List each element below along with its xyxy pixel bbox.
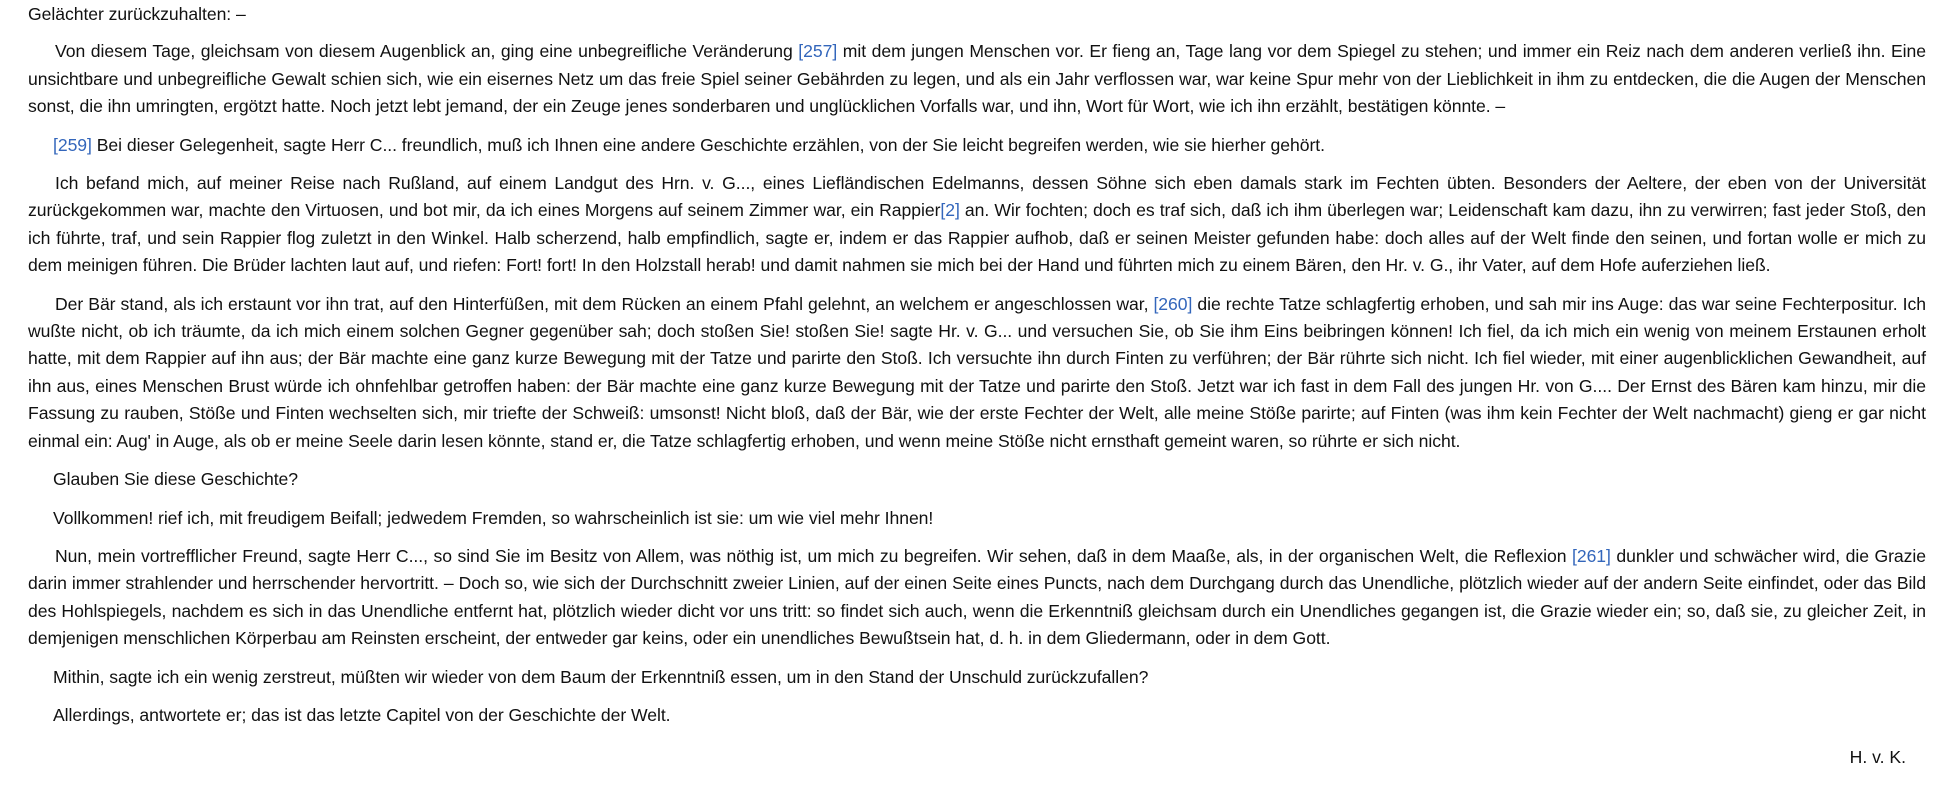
page-ref-link-257[interactable]: [257]: [798, 41, 838, 62]
paragraph-text: die rechte Tatze schlagfertig erhoben, und sah mir ins Auge: das war seine Fechterpositur. Ich wußte nicht, ob ich träumte, da ich mich einem solchen Gegner gegenüber sah; doch stoßen Sie! stoßen Sie! sagte Hr. v. G... und versuchen Sie, ob Sie ihm Eins beibringen können! Ich fiel, da ich mich ein wenig von meinem Erstaunen erholt hatte, mit dem Rappier auf ihn aus; der Bär machte eine ganz kurze Bewegung mit der Tatze und parirte den Stoß. Ich versuchte ihn durch Finten zu verführen; der Bär rührte sich nicht. Ich fiel wieder, mit einer augenblicklichen Gewandheit, auf ihn aus, eines Menschen Brust würde ich ohnfehlbar getroffen haben: der Bär machte eine ganz kurze Bewegung mit der Tatze und parirte den Stoß. Jetzt war ich fast in dem Fall des jungen Hr. von G.... Der Ernst des Bären kam hinzu, mir die Fassung zu rauben, Stöße und Finten wechselten sich, mir triefte der Schweiß: umsonst! Nicht bloß, daß der Bär, wie der erste Fechter der Welt, alle meine Stöße parirte; auf Finten (was ihm kein Fechter der Welt nachmacht) gieng er gar nicht einmal ein: Aug' in Auge, als ob er meine Seele darin lesen könnte, stand er, die Tatze schlagfertig erhoben, und wenn meine Stöße nicht ernsthaft gemeint waren, so rührte er sich nicht.: [28, 293, 1926, 451]
paragraph-text: Mithin, sagte ich ein wenig zerstreut, müßten wir wieder von dem Baum der Erkenntniß essen, um in den Stand der Unschuld zurückzufallen?: [53, 666, 1149, 687]
author-signature: H. v. K.: [1849, 747, 1906, 767]
page-ref-link-260[interactable]: [260]: [1153, 293, 1193, 314]
paragraph-text: mit dem jungen Menschen vor. Er fieng an, Tage lang vor dem Spiegel zu stehen; und immer ein Reiz nach dem anderen verließ ihn. Eine unsichtbare und unbegreifliche Gewalt schien sich, wie ein eisernes Netz um das freie Spiel seiner Gebährden zu legen, und als ein Jahr verflossen war, war keine Spur mehr von der Lieblichkeit in ihm zu entdecken, die die Augen der Menschen sonst, die ihn umringten, ergötzt hatte. Noch jetzt lebt jemand, der ein Zeuge jenes sonderbaren und unglücklichen Vorfalls war, und ihn, Wort für Wort, wie ich ihn erzählt, bestätigen könnte. –: [28, 41, 1926, 117]
paragraph-answer: [28, 505, 1926, 532]
page-ref-link-261[interactable]: [261]: [1572, 545, 1611, 566]
paragraph-grace: [28, 543, 1926, 653]
footnote-ref-link-2[interactable]: [2]: [940, 200, 960, 221]
paragraph-journey: [28, 170, 1926, 280]
paragraph-text: Von diesem Tage, gleichsam von diesem Augenblick an, ging eine unbegreifliche Veränderung: [55, 41, 799, 62]
paragraph-text: dunkler und schwächer wird, die Grazie darin immer strahlender und herrschender hervortritt. – Doch so, wie sich der Durchschnitt zweier Linien, auf der einen Seite eines Puncts, nach dem Durchgang durch das Unendliche, plötzlich wieder auf der andern Seite einfindet, oder das Bild des Hohlspiegels, nachdem es sich in das Unendliche entfernt hat, plötzlich wieder dicht vor uns tritt: so findet sich auch, wenn die Erkenntniß gleichsam durch ein Unendliches gegangen ist, die Grazie wieder ein; so, daß sie, zu gleicher Zeit, in demjenigen menschlichen Körperbau am Reinsten erscheint, der entweder gar keins, oder ein unendliches Bewußtsein hat, d. h. in dem Gliedermann, oder in dem Gott.: [28, 545, 1926, 649]
paragraph-text: an. Wir fochten; doch es traf sich, daß ich ihm überlegen war; Leidenschaft kam dazu, ihn zu verwirren; fast jeder Stoß, den ich führte, traf, und sein Rappier flog zuletzt in den Winkel. Halb scherzend, halb empfindlich, sagte er, indem er das Rappier aufhob, daß er seinen Meister gefunden habe: doch alles auf der Welt finde den seinen, und fortan wolle er mich zu dem meinigen führen. Die Brüder lachten laut auf, und riefen: Fort! fort! In den Holzstall herab! und damit nahmen sie mich bei der Hand und führten mich zu einem Bären, den Hr. v. G., ihr Vater, auf dem Hofe auferziehen ließ.: [28, 200, 1927, 276]
paragraph-intro: [28, 1, 1926, 28]
paragraph-occasion: [28, 132, 1926, 159]
paragraph-text: Bei dieser Gelegenheit, sagte Herr C... freundlich, muß ich Ihnen eine andere Geschichte erzählen, von der Sie leicht begreifen werden, wie sie hierher gehört.: [91, 134, 1325, 155]
paragraph-text: Glauben Sie diese Geschichte?: [53, 469, 299, 490]
paragraph-text: Allerdings, antwortete er; das ist das letzte Capitel von der Geschichte der Welt.: [53, 704, 671, 725]
article-body: [28, 1, 1926, 740]
paragraph-text: Der Bär stand, als ich erstaunt vor ihn trat, auf den Hinterfüßen, mit dem Rücken an einem Pfahl gelehnt, an welchem er angeschlossen war,: [55, 293, 1154, 314]
paragraph-text: Vollkommen! rief ich, mit freudigem Beifall; jedwedem Fremden, so wahrscheinlich ist sie: um wie viel mehr Ihnen!: [53, 507, 934, 528]
paragraph-change: [28, 38, 1926, 120]
paragraph-tree-of-knowledge: [28, 664, 1926, 691]
paragraph-question: [28, 466, 1926, 493]
paragraph-text: Gelächter zurückzuhalten: –: [28, 4, 246, 24]
page-ref-link-259[interactable]: [259]: [53, 134, 92, 155]
paragraph-last-chapter: [28, 702, 1926, 729]
paragraph-text: Nun, mein vortrefflicher Freund, sagte Herr C..., so sind Sie im Besitz von Allem, was nöthig ist, um mich zu begreifen. Wir sehen, daß in dem Maaße, als, in der organischen Welt, die Reflexion: [55, 545, 1572, 566]
paragraph-bear: [28, 291, 1926, 455]
paragraph-text: Ich befand mich, auf meiner Reise nach Rußland, auf einem Landgut des Hrn. v. G..., eines Liefländischen Edelmanns, dessen Söhne sich eben damals stark im Fechten übten. Besonders der Aeltere, der eben von der Universität zurückgekommen war, machte den Virtuosen, und bot mir, da ich eines Morgens auf seinem Zimmer war, ein Rappier: [28, 173, 1926, 221]
